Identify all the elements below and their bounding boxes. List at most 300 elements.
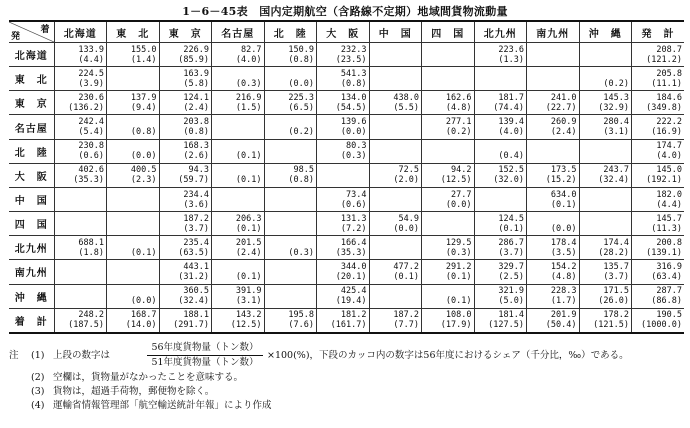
data-cell: [632, 67, 685, 91]
growth-index: 208.7: [656, 44, 682, 55]
growth-index: 124.5: [498, 213, 524, 224]
growth-index: 54.9: [398, 213, 419, 224]
data-cell: [579, 91, 632, 115]
column-header: 四 国: [422, 21, 475, 43]
data-cell: [527, 260, 580, 284]
share-permille: [107, 200, 157, 210]
data-cell: [632, 236, 685, 260]
corner-to-label: 着: [40, 25, 51, 35]
data-cell: [54, 236, 107, 260]
share-permille: (11.1): [651, 78, 682, 89]
share-permille: [55, 200, 105, 210]
data-cell: [264, 308, 317, 333]
data-cell: [159, 212, 212, 236]
column-header: 北九州: [474, 21, 527, 43]
share-permille: (0.4): [498, 151, 524, 162]
data-cell: [474, 163, 527, 187]
share-permille: [55, 224, 105, 234]
data-cell: [527, 91, 580, 115]
growth-index: [422, 286, 472, 296]
data-cell: [159, 163, 212, 187]
note-2-text: 空欄は，貨物量がなかったことを意味する。: [53, 372, 244, 383]
data-cell: [527, 115, 580, 139]
data-cell: [579, 139, 632, 163]
share-permille: (0.2): [603, 78, 629, 89]
share-permille: (32.4): [598, 175, 629, 186]
growth-index: 174.4: [603, 237, 629, 248]
growth-index: 438.0: [393, 92, 419, 103]
note-1: [9, 341, 684, 371]
row-header: 中 国: [9, 187, 54, 211]
data-cell: [159, 308, 212, 333]
share-permille: (59.7): [178, 175, 209, 186]
data-cell: [54, 67, 107, 91]
share-permille: (3.9): [78, 78, 104, 89]
growth-index: [265, 117, 315, 127]
share-permille: [580, 224, 630, 234]
share-permille: (187.5): [68, 320, 104, 331]
growth-index: [422, 69, 472, 79]
growth-index: 168.3: [183, 141, 209, 152]
data-cell: [264, 212, 317, 236]
data-cell: [107, 163, 160, 187]
share-permille: (11.3): [651, 223, 682, 234]
share-permille: (63.4): [651, 271, 682, 282]
growth-index: 135.7: [603, 261, 629, 272]
data-cell: [422, 212, 475, 236]
data-cell: [579, 260, 632, 284]
growth-index: [107, 238, 157, 248]
growth-index: [580, 214, 630, 224]
share-permille: (0.1): [550, 199, 577, 210]
data-cell: [632, 308, 685, 333]
growth-index: 145.0: [656, 165, 682, 176]
growth-index: [527, 69, 577, 79]
growth-index: 124.1: [183, 92, 209, 103]
data-cell: [107, 115, 160, 139]
row-header: 名古屋: [9, 115, 54, 139]
growth-index: 234.4: [183, 189, 209, 200]
row-header: 東 京: [9, 91, 54, 115]
share-permille: (0.6): [340, 199, 367, 210]
data-cell: [474, 67, 527, 91]
share-permille: (2.4): [235, 247, 262, 258]
share-permille: [527, 79, 577, 89]
data-cell: [527, 139, 580, 163]
note-4-number: (4): [31, 400, 45, 411]
share-permille: (32.0): [493, 175, 524, 186]
share-permille: (136.2): [68, 102, 104, 113]
table-row: [9, 163, 684, 187]
data-cell: [369, 308, 422, 333]
growth-index: 145.3: [603, 92, 629, 103]
data-cell: [317, 187, 370, 211]
share-permille: (0.3): [235, 78, 262, 89]
data-cell: [632, 163, 685, 187]
data-cell: [369, 163, 422, 187]
share-permille: (74.4): [493, 102, 524, 113]
growth-index: 171.5: [603, 286, 629, 297]
share-permille: (0.2): [288, 127, 314, 138]
share-permille: [370, 200, 420, 210]
share-permille: (0.3): [445, 247, 472, 258]
data-cell: [317, 91, 370, 115]
growth-index: [212, 69, 262, 79]
growth-index: [370, 69, 420, 79]
column-header: 北 陸: [264, 21, 317, 43]
share-permille: [370, 248, 420, 258]
share-permille: (0.1): [235, 175, 262, 186]
share-permille: (0.0): [130, 151, 157, 162]
data-cell: [474, 284, 527, 308]
data-cell: [369, 115, 422, 139]
data-cell: [317, 115, 370, 139]
table-row: [9, 67, 684, 91]
data-cell: [107, 308, 160, 333]
data-cell: [527, 43, 580, 67]
share-permille: [55, 296, 105, 306]
data-cell: [369, 212, 422, 236]
share-permille: (0.1): [498, 223, 524, 234]
growth-index: 182.0: [656, 189, 682, 200]
growth-index: 443.1: [183, 261, 209, 272]
notes-label: 注: [9, 350, 19, 361]
growth-index: 224.5: [78, 68, 104, 79]
growth-index: 235.4: [183, 237, 209, 248]
share-permille: (0.1): [235, 223, 262, 234]
growth-index: [370, 238, 420, 248]
share-permille: [212, 200, 262, 210]
share-permille: (1.8): [78, 247, 104, 258]
growth-index: 402.6: [78, 165, 104, 176]
share-permille: [265, 224, 315, 234]
share-permille: (2.6): [183, 151, 209, 162]
growth-index: 80.3: [346, 141, 367, 152]
share-permille: [265, 296, 315, 306]
share-permille: (4.0): [656, 151, 682, 162]
data-cell: [317, 67, 370, 91]
table-row: [9, 308, 684, 333]
column-header: 中 国: [369, 21, 422, 43]
growth-index: [107, 286, 157, 296]
growth-index: 73.4: [346, 189, 367, 200]
column-header: 東 北: [107, 21, 160, 43]
data-cell: [212, 43, 265, 67]
data-cell: [54, 212, 107, 236]
data-cell: [422, 260, 475, 284]
corner-from-label: 発: [11, 32, 22, 42]
data-cell: [264, 163, 317, 187]
growth-index: 178.4: [550, 237, 577, 248]
note-1-fraction: [147, 341, 263, 370]
data-cell: [54, 115, 107, 139]
data-cell: [579, 308, 632, 333]
note-2: [9, 371, 684, 385]
table-row: [9, 236, 684, 260]
growth-index: 166.4: [340, 237, 367, 248]
growth-index: [580, 69, 630, 79]
growth-index: 203.8: [183, 117, 209, 128]
growth-index: 139.6: [340, 117, 367, 128]
growth-index: 201.9: [550, 310, 577, 321]
data-cell: [159, 284, 212, 308]
data-cell: [474, 187, 527, 211]
data-cell: [159, 260, 212, 284]
growth-index: 134.0: [340, 92, 367, 103]
row-header: 着 計: [9, 308, 54, 333]
share-permille: (3.7): [183, 223, 209, 234]
growth-index: 206.3: [235, 213, 262, 224]
share-permille: [527, 55, 577, 65]
table-row: [9, 284, 684, 308]
data-cell: [579, 187, 632, 211]
growth-index: 145.7: [656, 213, 682, 224]
row-header: 東 北: [9, 67, 54, 91]
data-cell: [369, 139, 422, 163]
growth-index: [107, 214, 157, 224]
share-permille: (5.5): [393, 102, 419, 113]
growth-index: [422, 141, 472, 151]
row-header: 沖 縄: [9, 284, 54, 308]
growth-index: [107, 141, 157, 151]
growth-index: 391.9: [235, 286, 262, 297]
share-permille: [580, 151, 630, 161]
growth-index: 243.7: [603, 165, 629, 176]
data-cell: [107, 187, 160, 211]
data-cell: [579, 163, 632, 187]
share-permille: (50.4): [545, 320, 577, 331]
growth-index: 129.5: [445, 237, 472, 248]
data-cell: [474, 43, 527, 67]
data-cell: [579, 284, 632, 308]
data-cell: [107, 67, 160, 91]
data-cell: [212, 212, 265, 236]
data-cell: [422, 139, 475, 163]
share-permille: (0.8): [288, 54, 314, 65]
data-cell: [369, 236, 422, 260]
share-permille: (0.0): [130, 296, 157, 307]
growth-index: 329.7: [498, 261, 524, 272]
data-cell: [632, 212, 685, 236]
data-cell: [54, 260, 107, 284]
data-cell: [579, 236, 632, 260]
share-permille: (5.0): [498, 296, 524, 307]
share-permille: (0.2): [445, 127, 472, 138]
share-permille: (7.6): [288, 320, 314, 331]
share-permille: (9.4): [130, 102, 157, 113]
growth-index: 230.6: [78, 92, 104, 103]
data-cell: [54, 284, 107, 308]
share-permille: (0.3): [340, 151, 367, 162]
share-permille: (0.3): [288, 247, 314, 258]
share-permille: [422, 224, 472, 234]
data-cell: [159, 115, 212, 139]
growth-index: [55, 190, 105, 200]
share-permille: (3.7): [498, 247, 524, 258]
growth-index: 190.5: [656, 310, 682, 321]
share-permille: (54.5): [335, 102, 367, 113]
growth-index: 143.2: [235, 310, 262, 321]
data-cell: [422, 163, 475, 187]
share-permille: (291.7): [173, 320, 209, 331]
growth-index: [212, 190, 262, 200]
growth-index: 187.2: [183, 213, 209, 224]
data-cell: [579, 212, 632, 236]
growth-index: 321.9: [498, 286, 524, 297]
share-permille: (0.8): [183, 127, 209, 138]
data-cell: [107, 91, 160, 115]
share-permille: (0.1): [393, 271, 419, 282]
growth-index: [55, 214, 105, 224]
data-cell: [212, 139, 265, 163]
growth-index: [212, 262, 262, 272]
growth-index: 225.3: [288, 92, 314, 103]
growth-index: [212, 165, 262, 175]
share-permille: [527, 151, 577, 161]
row-header: 北海道: [9, 43, 54, 67]
data-cell: [317, 139, 370, 163]
data-cell: [369, 260, 422, 284]
growth-index: 133.9: [78, 44, 104, 55]
share-permille: (3.7): [603, 271, 629, 282]
table-row: [9, 115, 684, 139]
data-cell: [317, 43, 370, 67]
data-cell: [107, 236, 160, 260]
share-permille: (4.0): [235, 54, 262, 65]
growth-index: [212, 117, 262, 127]
data-cell: [527, 163, 580, 187]
growth-index: 195.8: [288, 310, 314, 321]
note-1-number: (1): [31, 350, 45, 361]
data-cell: [527, 284, 580, 308]
column-header: 大 阪: [317, 21, 370, 43]
data-cell: [317, 236, 370, 260]
share-permille: (20.1): [335, 271, 367, 282]
share-permille: (4.0): [498, 127, 524, 138]
share-permille: (349.8): [646, 102, 682, 113]
growth-index: 200.8: [656, 237, 682, 248]
share-permille: (2.0): [393, 175, 419, 186]
share-permille: (3.1): [235, 296, 262, 307]
data-cell: [54, 187, 107, 211]
share-permille: (3.5): [550, 247, 577, 258]
data-cell: [212, 67, 265, 91]
share-permille: (4.4): [656, 199, 682, 210]
share-permille: (3.1): [603, 127, 629, 138]
growth-index: 205.8: [656, 68, 682, 79]
data-cell: [474, 308, 527, 333]
share-permille: (2.3): [130, 175, 157, 186]
growth-index: 280.4: [603, 117, 629, 128]
share-permille: (86.8): [651, 296, 682, 307]
growth-index: 139.4: [498, 117, 524, 128]
data-cell: [212, 115, 265, 139]
share-permille: (0.0): [340, 127, 367, 138]
table-body: [9, 43, 684, 334]
data-cell: [159, 187, 212, 211]
data-cell: [264, 67, 317, 91]
data-cell: [317, 212, 370, 236]
share-permille: (17.9): [440, 320, 472, 331]
table-row: [9, 91, 684, 115]
data-cell: [107, 43, 160, 67]
share-permille: (85.9): [178, 54, 209, 65]
share-permille: (23.5): [335, 54, 367, 65]
data-cell: [264, 115, 317, 139]
share-permille: (26.0): [598, 296, 629, 307]
growth-index: 688.1: [78, 237, 104, 248]
growth-index: 425.4: [340, 286, 367, 297]
data-cell: [369, 91, 422, 115]
share-permille: (0.6): [78, 151, 104, 162]
share-permille: [370, 55, 420, 65]
growth-index: 216.9: [235, 92, 262, 103]
growth-index: 174.7: [656, 141, 682, 152]
data-cell: [369, 284, 422, 308]
share-permille: (7.2): [340, 223, 367, 234]
data-cell: [159, 67, 212, 91]
growth-index: [422, 214, 472, 224]
share-permille: (192.1): [646, 175, 682, 186]
column-header: 名古屋: [212, 21, 265, 43]
share-permille: (0.1): [235, 271, 262, 282]
growth-index: 477.2: [393, 261, 419, 272]
freight-flow-table: [9, 20, 684, 334]
growth-index: 344.0: [340, 261, 367, 272]
note-3-number: (3): [31, 386, 45, 397]
share-permille: (0.0): [550, 223, 577, 234]
share-permille: [580, 55, 630, 65]
row-header: 北 陸: [9, 139, 54, 163]
notes-section: [9, 341, 684, 413]
note-4-text: 運輸省情報管理部「航空輸送統計年報」により作成: [53, 400, 272, 411]
table-row: [9, 43, 684, 67]
share-permille: [265, 151, 315, 161]
data-cell: [212, 260, 265, 284]
note-2-number: (2): [31, 372, 45, 383]
growth-index: [475, 141, 525, 151]
data-cell: [369, 43, 422, 67]
share-permille: [370, 296, 420, 306]
table-row: [9, 212, 684, 236]
data-cell: [474, 115, 527, 139]
growth-index: [527, 45, 577, 55]
share-permille: (1.4): [130, 54, 157, 65]
growth-index: 291.2: [445, 261, 472, 272]
share-permille: [370, 79, 420, 89]
growth-index: [370, 190, 420, 200]
share-permille: (0.0): [393, 223, 419, 234]
share-permille: (1.5): [235, 102, 262, 113]
data-cell: [317, 308, 370, 333]
growth-index: [107, 69, 157, 79]
share-permille: [580, 200, 630, 210]
share-permille: (5.4): [78, 127, 104, 138]
growth-index: 248.2: [78, 310, 104, 321]
share-permille: (3.6): [183, 199, 209, 210]
share-permille: (0.1): [235, 151, 262, 162]
data-cell: [527, 308, 580, 333]
column-header: 北海道: [54, 21, 107, 43]
growth-index: 634.0: [550, 189, 577, 200]
growth-index: 154.2: [550, 261, 577, 272]
growth-index: 242.4: [78, 117, 104, 128]
growth-index: [580, 190, 630, 200]
data-cell: [317, 260, 370, 284]
growth-index: [580, 45, 630, 55]
share-permille: [107, 224, 157, 234]
share-permille: [422, 55, 472, 65]
